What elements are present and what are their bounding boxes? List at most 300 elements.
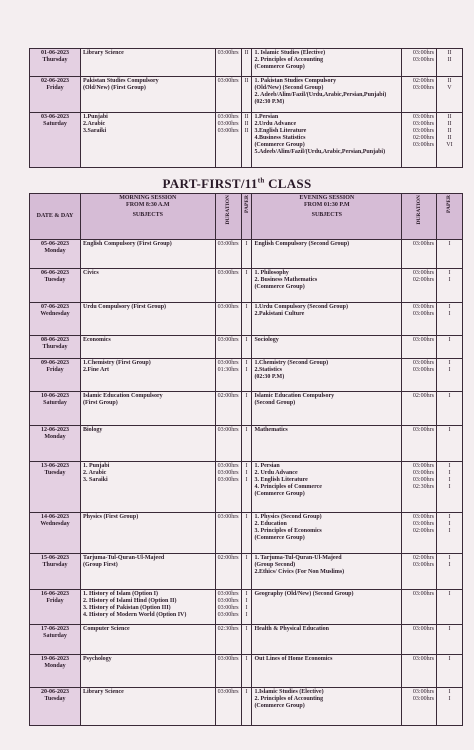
morning-duration-cell (215, 113, 241, 168)
morning-paper-cell (241, 240, 252, 269)
evening-paper: I (448, 277, 451, 283)
evening-subject: 5.Adeeb/Alim/Fazil/(Urdu,Arabic,Persian,Punjabi) (254, 149, 386, 155)
evening-paper: I (448, 656, 451, 662)
evening-paper: I (448, 477, 451, 483)
evening-subject: 2.Statistics (254, 367, 282, 373)
morning-paper: I (245, 470, 248, 476)
table-row (30, 240, 463, 269)
morning-paper-cell (241, 359, 252, 392)
evening-duration: 02:00hrs (412, 393, 434, 399)
evening-subject: Health & Physical Education (254, 626, 329, 632)
evening-paper: I (448, 241, 451, 247)
evening-subject: 1. Persian (254, 463, 280, 469)
morning-duration: 03:00hrs (217, 50, 239, 56)
evening-duration: 03:00hrs (412, 241, 434, 247)
evening-subject: Mathematics (254, 427, 288, 433)
table-row (30, 554, 463, 590)
evening-duration-cell (402, 462, 437, 513)
evening-duration: 03:00hrs (412, 477, 434, 483)
evening-duration: 03:00hrs (412, 689, 434, 695)
morning-subject: 1. Punjabi (83, 463, 110, 469)
evening-subject-cell (252, 426, 402, 462)
exam-day: Saturday (43, 400, 67, 406)
morning-duration: 03:00hrs (217, 689, 239, 695)
table-row (30, 513, 463, 554)
exam-date: 12-06-2023 (41, 427, 69, 433)
morning-subject: 2. Arabic (83, 470, 107, 476)
evening-duration: 03:00hrs (412, 121, 434, 127)
evening-paper: VI (446, 142, 453, 148)
evening-paper-cell (436, 269, 462, 303)
date-cell (30, 426, 81, 462)
morning-paper-cell (241, 462, 252, 513)
evening-duration: 03:00hrs (412, 463, 434, 469)
morning-paper: I (245, 241, 248, 247)
evening-paper: I (448, 304, 451, 310)
morning-subject: 3. History of Pakistan (Option III) (83, 605, 171, 611)
morning-subject: 1. History of Islam (Option I) (83, 591, 158, 597)
part-first-schedule-table (29, 193, 463, 726)
morning-subject-cell (81, 49, 216, 77)
morning-duration: 03:00hrs (217, 470, 239, 476)
evening-paper: I (448, 521, 451, 527)
evening-paper: I (448, 689, 451, 695)
evening-duration: 03:00hrs (412, 562, 434, 568)
morning-duration-cell (215, 392, 241, 426)
morning-duration: 03:00hrs (217, 121, 239, 127)
morning-paper: II (244, 78, 249, 84)
exam-day: Tuesday (44, 696, 66, 702)
evening-duration: 03:00hrs (412, 360, 434, 366)
evening-paper: V (447, 85, 452, 91)
evening-subject-cell (252, 336, 402, 359)
header-evening-paper (436, 194, 462, 240)
morning-subject: Tarjuma-Tul-Quran-Ul-Majeed (83, 555, 165, 561)
morning-subject: Urdu Compulsory (First Group) (83, 304, 167, 310)
header-morning-paper-label: PAPER (243, 195, 250, 213)
morning-duration-cell (215, 554, 241, 590)
evening-paper: I (448, 367, 451, 373)
exam-day: Thursday (42, 344, 68, 350)
date-cell (30, 77, 81, 113)
morning-duration: 03:00hrs (217, 78, 239, 84)
morning-paper-cell (241, 49, 252, 77)
morning-paper: I (245, 367, 248, 373)
evening-subject: 1.Islamic Studies (Elective) (254, 689, 324, 695)
morning-paper-cell (241, 625, 252, 655)
evening-duration: 03:00hrs (412, 57, 434, 63)
morning-subject: Psychology (83, 656, 112, 662)
evening-paper-cell (436, 462, 462, 513)
morning-subject: (Old/New) (First Group) (83, 85, 146, 91)
evening-paper-cell (436, 336, 462, 359)
date-cell (30, 688, 81, 726)
morning-paper: I (245, 612, 248, 618)
evening-paper: I (448, 626, 451, 632)
header-evening-duration-label: DURATION (415, 195, 422, 225)
evening-paper: I (448, 562, 451, 568)
exam-date: 02-06-2023 (41, 78, 69, 84)
evening-duration: 02:00hrs (412, 135, 434, 141)
exam-date: 15-06-2023 (41, 555, 69, 561)
morning-paper: I (245, 337, 248, 343)
morning-duration-cell (215, 462, 241, 513)
evening-paper: II (447, 128, 452, 134)
evening-duration: 03:00hrs (412, 50, 434, 56)
evening-duration: 03:00hrs (412, 591, 434, 597)
evening-duration-cell (402, 303, 437, 336)
exam-date: 19-06-2023 (41, 656, 69, 662)
morning-duration: 02:00hrs (217, 555, 239, 561)
morning-subject-cell (81, 392, 216, 426)
header-evening-paper-label: PAPER (445, 195, 452, 213)
morning-paper: I (245, 393, 248, 399)
evening-subject: (Old/New) (Second Group) (254, 85, 324, 91)
exam-date: 17-06-2023 (41, 626, 69, 632)
morning-subject: 2.Fine Art (83, 367, 109, 373)
header-date-day-label: DATE & DAY (36, 213, 74, 219)
table-row (30, 269, 463, 303)
morning-paper-cell (241, 336, 252, 359)
morning-duration: 01:30hrs (217, 367, 239, 373)
header-morning-time: FROM 8:30 A.M (126, 202, 170, 208)
evening-paper: I (448, 463, 451, 469)
evening-duration-cell (402, 336, 437, 359)
continued-schedule-body (30, 49, 463, 168)
morning-subject: Pakistan Studies Compulsory (83, 78, 159, 84)
evening-duration-cell (402, 655, 437, 688)
morning-subject: 3.Saraiki (83, 128, 107, 134)
exam-date: 07-06-2023 (41, 304, 69, 310)
evening-paper-cell (436, 554, 462, 590)
morning-subject-cell (81, 113, 216, 168)
evening-duration-cell (402, 426, 437, 462)
table-row (30, 688, 463, 726)
table-row (30, 655, 463, 688)
morning-subject: (Group First) (83, 562, 118, 568)
evening-paper: II (447, 114, 452, 120)
evening-duration: 03:00hrs (412, 696, 434, 702)
evening-paper-cell (436, 113, 462, 168)
date-cell (30, 303, 81, 336)
exam-date: 14-06-2023 (41, 514, 69, 520)
morning-duration: 03:00hrs (217, 612, 239, 618)
evening-subject-cell (252, 113, 402, 168)
evening-subject: 1. Islamic Studies (Elective) (254, 50, 326, 56)
evening-subject-cell (252, 688, 402, 726)
evening-subject: 3. English Literature (254, 477, 308, 483)
morning-subject: (First Group) (83, 400, 118, 406)
evening-subject-cell (252, 240, 402, 269)
exam-date: 20-06-2023 (41, 689, 69, 695)
evening-duration: 03:00hrs (412, 427, 434, 433)
header-morning-session: MORNING SESSION (119, 195, 177, 201)
evening-subject: 4. Principles of Commerce (254, 484, 322, 490)
morning-paper-cell (241, 392, 252, 426)
evening-paper-cell (436, 426, 462, 462)
morning-paper: I (245, 360, 248, 366)
morning-subject: Biology (83, 427, 103, 433)
section-title-suffix: CLASS (264, 176, 312, 191)
date-cell (30, 590, 81, 625)
morning-paper-cell (241, 655, 252, 688)
exam-day: Saturday (43, 633, 67, 639)
evening-subject: 1. Philosophy (254, 270, 289, 276)
evening-duration: 03:00hrs (412, 367, 434, 373)
evening-paper: II (447, 50, 452, 56)
evening-paper-cell (436, 240, 462, 269)
morning-duration-cell (215, 513, 241, 554)
evening-subject: (Commerce Group) (254, 142, 305, 148)
header-evening-time: FROM 01:30 P.M (304, 202, 350, 208)
table-row (30, 113, 463, 168)
morning-subject-cell (81, 590, 216, 625)
date-cell (30, 462, 81, 513)
morning-duration: 03:00hrs (217, 270, 239, 276)
morning-paper: I (245, 689, 248, 695)
header-evening-duration (402, 194, 437, 240)
evening-duration: 03:00hrs (412, 85, 434, 91)
evening-paper-cell (436, 303, 462, 336)
morning-subject: Computer Science (83, 626, 130, 632)
morning-subject-cell (81, 625, 216, 655)
date-cell (30, 49, 81, 77)
exam-day: Thursday (42, 57, 68, 63)
evening-duration: 02:00hrs (412, 528, 434, 534)
table-row (30, 462, 463, 513)
evening-subject: 2. Principles of Accounting (254, 57, 324, 63)
morning-paper: II (244, 114, 249, 120)
morning-subject: English Compulsory (First Group) (83, 241, 172, 247)
evening-subject: 1. Tarjuma-Tul-Quran-Ul-Majeed (254, 555, 342, 561)
morning-subject: 3. Saraiki (83, 477, 108, 483)
evening-subject: 1. Pakistan Studies Compulsory (254, 78, 337, 84)
morning-paper: I (245, 477, 248, 483)
evening-duration: 02:00hrs (412, 78, 434, 84)
morning-subject-cell (81, 688, 216, 726)
evening-paper: I (448, 470, 451, 476)
morning-paper: I (245, 555, 248, 561)
evening-subject-cell (252, 77, 402, 113)
evening-duration-cell (402, 269, 437, 303)
morning-subject: Civics (83, 270, 99, 276)
morning-subject: Library Science (83, 689, 124, 695)
exam-day: Friday (46, 367, 64, 373)
evening-duration: 03:00hrs (412, 337, 434, 343)
morning-paper-cell (241, 688, 252, 726)
exam-date: 09-06-2023 (41, 360, 69, 366)
morning-paper-cell (241, 77, 252, 113)
morning-duration: 03:00hrs (217, 591, 239, 597)
evening-duration: 03:00hrs (412, 270, 434, 276)
morning-duration: 03:00hrs (217, 360, 239, 366)
morning-subject: Economics (83, 337, 111, 343)
morning-paper: II (244, 121, 249, 127)
morning-subject-cell (81, 513, 216, 554)
exam-date: 13-06-2023 (41, 463, 69, 469)
evening-subject-cell (252, 303, 402, 336)
evening-duration-cell (402, 554, 437, 590)
evening-subject: Out Lines of Home Economics (254, 656, 333, 662)
evening-subject-cell (252, 49, 402, 77)
morning-subject-cell (81, 240, 216, 269)
morning-paper-cell (241, 113, 252, 168)
exam-day: Monday (44, 248, 66, 254)
evening-subject: 2. Urdu Advance (254, 470, 298, 476)
evening-subject-cell (252, 269, 402, 303)
morning-paper: II (244, 50, 249, 56)
exam-day: Tuesday (44, 470, 66, 476)
morning-paper-cell (241, 303, 252, 336)
morning-duration-cell (215, 269, 241, 303)
morning-duration-cell (215, 590, 241, 625)
date-cell (30, 554, 81, 590)
evening-duration-cell (402, 590, 437, 625)
part-first-schedule-body (30, 240, 463, 726)
morning-paper: I (245, 591, 248, 597)
morning-subject-cell (81, 303, 216, 336)
date-cell (30, 336, 81, 359)
morning-subject: 1.Chemistry (First Group) (83, 360, 151, 366)
morning-subject: 2. History of Islami Hind (Option II) (83, 598, 177, 604)
evening-subject: (Commerce Group) (254, 535, 305, 541)
morning-paper: I (245, 605, 248, 611)
evening-paper: I (448, 337, 451, 343)
morning-duration-cell (215, 359, 241, 392)
section-title-sup: th (257, 176, 265, 185)
date-cell (30, 240, 81, 269)
date-cell (30, 625, 81, 655)
evening-subject: 4.Business Statistics (254, 135, 306, 141)
evening-duration-cell (402, 359, 437, 392)
evening-duration: 03:00hrs (412, 514, 434, 520)
morning-subject-cell (81, 77, 216, 113)
evening-subject: (02:30 P.M) (254, 374, 285, 380)
evening-duration-cell (402, 113, 437, 168)
evening-duration-cell (402, 240, 437, 269)
morning-duration: 03:00hrs (217, 128, 239, 134)
evening-subject-cell (252, 359, 402, 392)
morning-paper: I (245, 598, 248, 604)
exam-day: Wednesday (40, 521, 70, 527)
evening-duration-cell (402, 77, 437, 113)
morning-subject: Islamic Education Compulsory (83, 393, 163, 399)
date-cell (30, 269, 81, 303)
morning-paper: I (245, 427, 248, 433)
evening-duration: 02:00hrs (412, 277, 434, 283)
header-evening-subjects: SUBJECTS (311, 212, 342, 218)
morning-duration: 02:30hrs (217, 626, 239, 632)
morning-subject: 2.Arabic (83, 121, 106, 127)
header-morning-subjects: SUBJECTS (132, 212, 163, 218)
header-evening-session: EVENING SESSION (299, 195, 355, 201)
evening-subject-cell (252, 590, 402, 625)
header-morning-duration-label: DURATION (224, 195, 231, 225)
morning-duration: 03:00hrs (217, 241, 239, 247)
table-row (30, 49, 463, 77)
evening-paper-cell (436, 625, 462, 655)
evening-paper: I (448, 591, 451, 597)
evening-paper: I (448, 528, 451, 534)
evening-duration: 03:00hrs (412, 521, 434, 527)
exam-day: Monday (44, 434, 66, 440)
evening-subject: (Group Second) (254, 562, 296, 568)
evening-duration: 02:00hrs (412, 555, 434, 561)
table-row (30, 590, 463, 625)
evening-subject: 3. Principles of Economics (254, 528, 322, 534)
morning-paper-cell (241, 269, 252, 303)
evening-subject: (Second Group) (254, 400, 296, 406)
evening-duration: 03:00hrs (412, 304, 434, 310)
morning-subject-cell (81, 554, 216, 590)
exam-day: Thursday (42, 562, 68, 568)
morning-paper: I (245, 656, 248, 662)
table-row (30, 426, 463, 462)
morning-duration: 03:00hrs (217, 598, 239, 604)
exam-day: Monday (44, 663, 66, 669)
morning-paper: I (245, 514, 248, 520)
morning-duration-cell (215, 625, 241, 655)
evening-subject: 1.Chemistry (Second Group) (254, 360, 329, 366)
morning-paper-cell (241, 554, 252, 590)
morning-paper: I (245, 626, 248, 632)
evening-subject-cell (252, 513, 402, 554)
evening-subject: Geography (Old/New) (Second Group) (254, 591, 354, 597)
evening-paper-cell (436, 49, 462, 77)
morning-duration-cell (215, 336, 241, 359)
evening-paper-cell (436, 77, 462, 113)
evening-paper-cell (436, 359, 462, 392)
table-row (30, 359, 463, 392)
morning-paper-cell (241, 513, 252, 554)
morning-duration: 03:00hrs (217, 477, 239, 483)
morning-duration-cell (215, 303, 241, 336)
evening-subject: (02:30 P.M) (254, 99, 285, 105)
exam-day: Friday (46, 598, 64, 604)
evening-duration-cell (402, 513, 437, 554)
evening-duration: 03:00hrs (412, 470, 434, 476)
date-cell (30, 359, 81, 392)
table-row (30, 77, 463, 113)
evening-duration: 03:00hrs (412, 142, 434, 148)
header-morning-paper (241, 194, 252, 240)
evening-paper: II (447, 121, 452, 127)
evening-paper-cell (436, 688, 462, 726)
table-header-row (30, 194, 463, 240)
evening-subject: 1.Urdu Compulsory (Second Group) (254, 304, 349, 310)
morning-subject: Library Science (83, 50, 124, 56)
exam-date: 10-06-2023 (41, 393, 69, 399)
exam-date: 03-06-2023 (41, 114, 69, 120)
evening-subject-cell (252, 462, 402, 513)
exam-day: Wednesday (40, 311, 70, 317)
exam-date: 01-06-2023 (41, 50, 69, 56)
evening-duration-cell (402, 625, 437, 655)
exam-date: 08-06-2023 (41, 337, 69, 343)
evening-subject: English Compulsory (Second Group) (254, 241, 350, 247)
morning-paper: II (244, 128, 249, 134)
header-evening (252, 194, 402, 240)
morning-paper-cell (241, 426, 252, 462)
morning-paper: I (245, 463, 248, 469)
evening-paper: I (448, 514, 451, 520)
evening-paper: II (447, 78, 452, 84)
evening-paper-cell (436, 655, 462, 688)
evening-paper: I (448, 555, 451, 561)
evening-paper: I (448, 393, 451, 399)
evening-subject: (Commerce Group) (254, 284, 305, 290)
morning-subject-cell (81, 359, 216, 392)
